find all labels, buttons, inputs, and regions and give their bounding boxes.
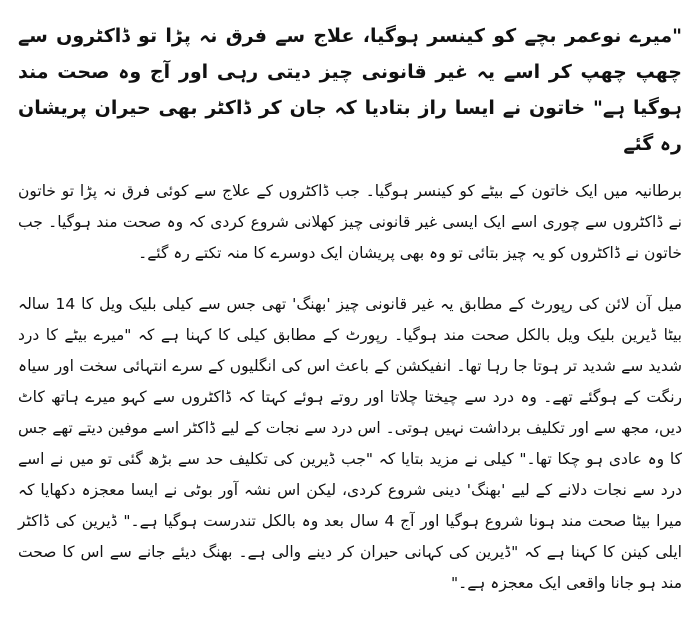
- news-article: [18, 18, 682, 599]
- article-headline: "میرے نوعمر بچے کو کینسر ہوگیا، علاج سے فرق نہ پڑا تو ڈاکٹروں سے چھپ چھپ کر اسے یہ غیر قانونی چیز دیتی رہی اور آج وہ صحت مند ہوگیا ہے" خاتون نے ایسا راز بتادیا کہ جان کر ڈاکٹر بھی حیران پریشان رہ گئے: [18, 25, 682, 155]
- article-paragraph-2: میل آن لائن کی رپورٹ کے مطابق یہ غیر قانونی چیز 'بھنگ' تھی جس سے کیلی بلیک ویل کا 14 سالہ بیٹا ڈیرین بلیک ویل بالکل صحت مند ہوگیا۔ رپورٹ کے مطابق کیلی کا کہنا ہے کہ "میرے بیٹے کا درد شدید سے شدید تر ہوتا جا رہا تھا۔ انفیکشن کے باعث اس کی انگلیوں کے سرے انتہائی سخت اور سیاہ رنگت کے ہوگئے تھے۔ وہ درد سے چیختا چلاتا اور روتے ہوئے کہتا کہ ڈاکٹروں سے کہو میرے ہاتھ کاٹ دیں، مجھ سے اور تکلیف برداشت نہیں ہوتی۔ اس درد سے نجات کے لیے ڈاکٹر اسے موفین دیتے تھے جس کا وہ عادی ہو چکا تھا۔" کیلی نے مزید بتایا کہ "جب ڈیرین کی تکلیف حد سے بڑھ گئی تو میں نے اسے درد سے نجات دلانے کے لیے 'بھنگ' دینی شروع کردی، لیکن اس نشہ آور بوٹی نے ایسا معجزہ دکھایا کہ میرا بیٹا صحت مند ہونا شروع ہوگیا اور آج 4 سال بعد وہ بالکل تندرست ہوگیا ہے۔" ڈیرین کی ڈاکٹر ایلی کینن کا کہنا ہے کہ "ڈیرین کی کہانی حیران کر دینے والی ہے۔ بھنگ دیئے جانے سے اس کا صحت مند ہو جانا واقعی ایک معجزہ ہے۔": [18, 295, 683, 592]
- article-paragraph-1: برطانیہ میں ایک خاتون کے بیٹے کو کینسر ہوگیا۔ جب ڈاکٹروں کے علاج سے کوئی فرق نہ پڑا تو خاتون نے ڈاکٹروں سے چوری اسے ایک ایسی غیر قانونی چیز کھلانی شروع کردی کہ وہ صحت مند ہوگیا۔ جب خاتون نے ڈاکٹروں کو یہ چیز بتائی تو وہ بھی پریشان ایک دوسرے کا منہ تکتے رہ گئے۔: [18, 182, 682, 262]
